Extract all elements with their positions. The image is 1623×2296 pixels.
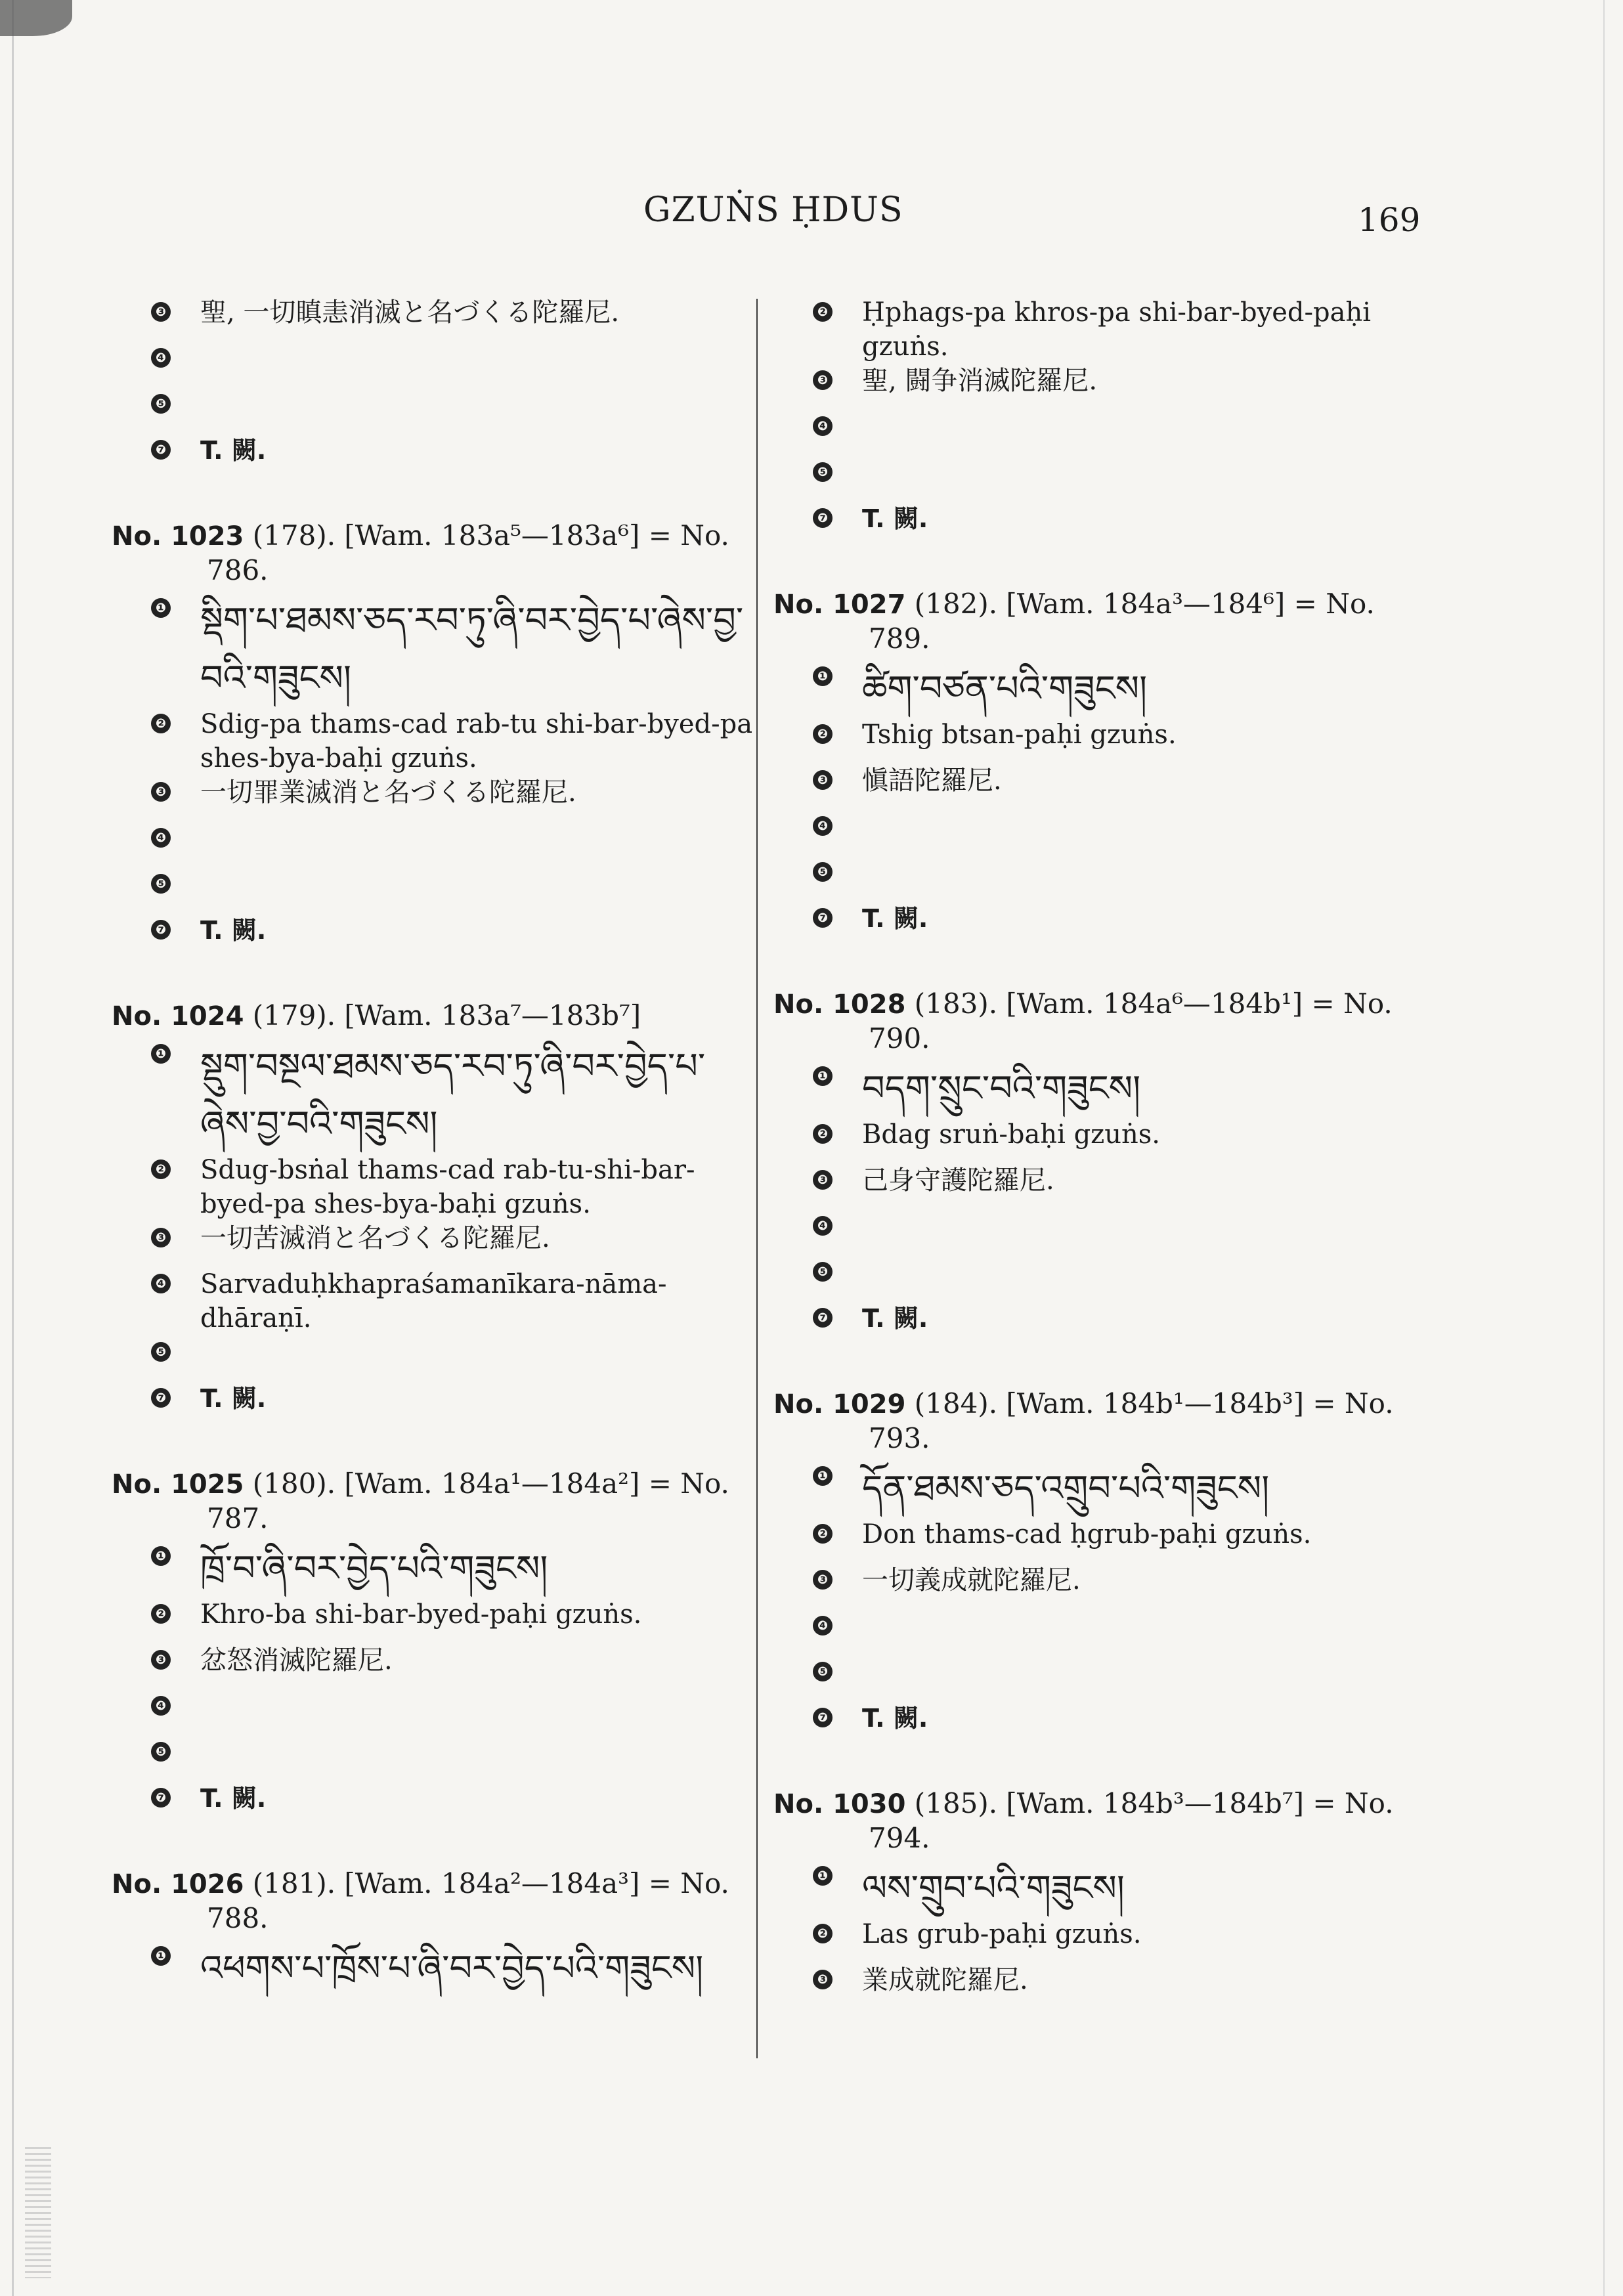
entry-row <box>112 1939 755 1997</box>
entry-number: No. 1027 <box>773 590 906 620</box>
entry-row <box>773 1209 1417 1255</box>
entry-row <box>112 1689 755 1735</box>
entry-row <box>112 592 755 707</box>
entry-row <box>112 295 755 341</box>
entry-reference: (185). [Wam. 184b³—184b⁷] = No. <box>914 1787 1394 1819</box>
item-number-marker: ❷ <box>151 1159 171 1179</box>
entry-heading <box>773 1387 1417 1456</box>
item-text: 業成就陀羅尼. <box>862 1965 1028 1995</box>
entry-row <box>112 1153 755 1221</box>
entry-row <box>773 660 1417 718</box>
item-number-marker: ❺ <box>151 1742 171 1762</box>
entry-row <box>112 387 755 433</box>
item-number-marker: ❺ <box>813 1262 833 1282</box>
item-text: T. 闕. <box>200 436 267 465</box>
item-number-marker: ❺ <box>813 462 833 482</box>
item-number-marker: ❺ <box>151 1342 171 1362</box>
item-number-marker: ❶ <box>151 1946 171 1966</box>
item-number-marker: ❶ <box>813 666 833 686</box>
catalog-entry <box>112 1867 755 1997</box>
catalog-entry <box>773 1387 1417 1747</box>
item-text: 一切罪業滅消と名づくる陀羅尼. <box>200 777 576 808</box>
scan-artifact <box>25 2147 51 2278</box>
item-text: Khro-ba shi-bar-byed-paḥi gzuṅs. <box>200 1599 642 1630</box>
entry-reference-continued: 789. <box>869 622 930 655</box>
entry-row <box>773 502 1417 548</box>
entry-reference: (180). [Wam. 184a¹—184a²] = No. <box>252 1467 729 1500</box>
item-text: T. 闕. <box>862 1304 928 1333</box>
item-number-marker: ❸ <box>813 1570 833 1590</box>
item-text: T. 闕. <box>200 1784 267 1813</box>
item-text: 一切苦滅消と名づくる陀羅尼. <box>200 1223 550 1253</box>
entry-row <box>773 1060 1417 1117</box>
item-text: ཚིག་བཙན་པའི་གཟུངས། <box>862 668 1148 709</box>
item-number-marker: ❹ <box>813 1616 833 1635</box>
entry-row <box>112 1267 755 1335</box>
entry-heading <box>112 519 755 588</box>
entry-row <box>112 1037 755 1153</box>
item-text: T. 闕. <box>862 504 928 533</box>
item-number-marker: ❶ <box>813 1466 833 1486</box>
entry-reference: (183). [Wam. 184a⁶—184b¹] = No. <box>914 987 1393 1020</box>
item-number-marker: ❸ <box>813 770 833 790</box>
catalog-entry <box>112 519 755 959</box>
entry-number: No. 1030 <box>773 1789 906 1819</box>
item-text: འཕགས་པ་ཁྲོས་པ་ཞི་བར་བྱེད་པའི་གཟུངས། <box>200 1947 704 1989</box>
entry-reference: (178). [Wam. 183a⁵—183a⁶] = No. <box>252 519 729 552</box>
item-number-marker: ❷ <box>151 714 171 733</box>
item-text: 愼語陀羅尼. <box>862 766 1002 796</box>
entry-row <box>112 821 755 867</box>
item-text: 聖, 闘争消滅陀羅尼. <box>862 366 1098 396</box>
item-number-marker: ❶ <box>151 598 171 618</box>
item-number-marker: ❺ <box>151 394 171 414</box>
item-text: T. 闕. <box>862 1704 928 1733</box>
continued-entry <box>773 295 1417 548</box>
item-text: Tshig btsan-paḥi gzuṅs. <box>862 720 1177 750</box>
left-column <box>112 289 755 2037</box>
column-divider <box>756 299 758 2058</box>
entry-row <box>773 1609 1417 1655</box>
entry-reference-continued: 794. <box>869 1822 930 1854</box>
item-text: 聖, 一切瞋恚消滅と名づくる陀羅尼. <box>200 297 620 328</box>
scan-edge <box>1603 0 1605 2296</box>
item-number-marker: ❼ <box>813 908 833 928</box>
entry-row <box>773 764 1417 810</box>
item-text: སྡུག་བསྔལ་ཐམས་ཅད་རབ་ཏུ་ཞི་བར་བྱེད་པ་ཞེས་བྱ་བའི་གཟུངས། <box>200 1045 706 1144</box>
entry-row <box>773 901 1417 947</box>
item-number-marker: ❸ <box>813 370 833 390</box>
item-number-marker: ❹ <box>813 416 833 436</box>
item-text: ཁྲོ་བ་ཞི་བར་བྱེད་པའི་གཟུངས། <box>200 1548 548 1589</box>
entry-reference: (181). [Wam. 184a²—184a³] = No. <box>252 1867 729 1899</box>
entry-heading <box>773 987 1417 1056</box>
entry-row <box>773 1655 1417 1701</box>
catalog-entry <box>773 587 1417 947</box>
item-text: Sdig-pa thams-cad rab-tu shi-bar-byed-pa shes-bya-baḥi gzuṅs. <box>200 709 753 773</box>
entry-row <box>773 1859 1417 1917</box>
entry-reference: (182). [Wam. 184a³—184⁶] = No. <box>914 588 1375 620</box>
continued-entry <box>112 295 755 479</box>
catalog-entry <box>112 999 755 1427</box>
item-text: Las grub-paḥi gzuṅs. <box>862 1919 1142 1949</box>
item-number-marker: ❶ <box>813 1066 833 1086</box>
entry-row <box>112 867 755 913</box>
item-number-marker: ❹ <box>151 1274 171 1293</box>
scan-artifact <box>0 0 72 36</box>
item-number-marker: ❷ <box>813 1124 833 1144</box>
entry-row <box>773 410 1417 456</box>
entry-row <box>112 1381 755 1427</box>
entry-row <box>112 1221 755 1267</box>
item-number-marker: ❸ <box>813 1970 833 1989</box>
item-text: Sdug-bsṅal thams-cad rab-tu-shi-bar-byed-pa shes-bya-baḥi gzuṅs. <box>200 1155 695 1219</box>
item-text: T. 闕. <box>200 1384 267 1413</box>
entry-row <box>112 1735 755 1781</box>
item-text: Ḥphags-pa khros-pa shi-bar-byed-paḥi gzuṅs. <box>862 297 1372 362</box>
entry-number: No. 1023 <box>112 521 244 552</box>
entry-row <box>773 295 1417 364</box>
entry-number: No. 1025 <box>112 1469 244 1500</box>
entry-row <box>112 775 755 821</box>
item-number-marker: ❸ <box>151 1650 171 1670</box>
item-text: 忿怒消滅陀羅尼. <box>200 1645 393 1676</box>
item-text: 一切義成就陀羅尼. <box>862 1565 1081 1595</box>
entry-row <box>773 1460 1417 1517</box>
entry-number: No. 1028 <box>773 989 906 1020</box>
entry-row <box>112 1597 755 1643</box>
entry-number: No. 1026 <box>112 1869 244 1899</box>
item-number-marker: ❶ <box>813 1866 833 1886</box>
item-number-marker: ❹ <box>813 1216 833 1236</box>
entry-reference: (179). [Wam. 183a⁷—183b⁷] <box>252 999 641 1031</box>
item-number-marker: ❷ <box>813 724 833 744</box>
entry-heading <box>112 1867 755 1936</box>
entry-reference-continued: 790. <box>869 1022 930 1054</box>
page-number: 169 <box>1358 201 1421 239</box>
item-number-marker: ❺ <box>813 1662 833 1681</box>
item-number-marker: ❸ <box>151 302 171 322</box>
entry-row <box>773 1563 1417 1609</box>
item-number-marker: ❷ <box>813 1524 833 1544</box>
entry-heading <box>773 587 1417 656</box>
item-text: 己身守護陀羅尼. <box>862 1165 1054 1196</box>
scan-edge <box>12 0 14 2296</box>
page-header: GZUṄS ḤDUS <box>643 190 903 230</box>
entry-number: No. 1029 <box>773 1389 906 1419</box>
entry-row <box>773 718 1417 764</box>
entry-row <box>773 810 1417 856</box>
item-number-marker: ❶ <box>151 1546 171 1566</box>
item-number-marker: ❼ <box>813 1308 833 1328</box>
entry-row <box>112 707 755 775</box>
right-column <box>773 289 1417 2048</box>
entry-row <box>112 433 755 479</box>
item-number-marker: ❹ <box>151 348 171 368</box>
entry-heading <box>773 1787 1417 1855</box>
item-text: T. 闕. <box>862 904 928 933</box>
item-text: Bdag sruṅ-baḥi gzuṅs. <box>862 1119 1161 1150</box>
item-number-marker: ❷ <box>813 302 833 322</box>
entry-reference-continued: 793. <box>869 1422 930 1454</box>
entry-row <box>773 364 1417 410</box>
entry-row <box>773 856 1417 901</box>
item-number-marker: ❸ <box>151 1228 171 1247</box>
item-text: T. 闕. <box>200 916 267 945</box>
entry-row <box>773 456 1417 502</box>
item-text: ལས་གྲུབ་པའི་གཟུངས། <box>862 1867 1125 1909</box>
item-text: Don thams-cad ḥgrub-paḥi gzuṅs. <box>862 1519 1312 1549</box>
item-number-marker: ❶ <box>151 1044 171 1064</box>
entry-row <box>773 1117 1417 1163</box>
entry-reference: (184). [Wam. 184b¹—184b³] = No. <box>914 1387 1394 1419</box>
item-number-marker: ❸ <box>151 782 171 802</box>
catalog-entry <box>773 1787 1417 2009</box>
entry-row <box>773 1301 1417 1347</box>
item-number-marker: ❸ <box>813 1170 833 1190</box>
entry-row <box>773 1163 1417 1209</box>
entry-row <box>112 913 755 959</box>
item-number-marker: ❹ <box>151 828 171 848</box>
entry-reference-continued: 788. <box>207 1902 269 1934</box>
entry-row <box>112 1781 755 1827</box>
entry-reference-continued: 786. <box>207 554 269 586</box>
entry-row <box>773 1917 1417 1963</box>
item-text: དོན་ཐམས་ཅད་འགྲུབ་པའི་གཟུངས། <box>862 1467 1270 1509</box>
item-number-marker: ❼ <box>151 440 171 460</box>
entry-reference-continued: 787. <box>207 1502 269 1534</box>
item-text: བདག་སྲུང་བའི་གཟུངས། <box>862 1068 1141 1109</box>
item-text: Sarvaduḥkhapraśamanīkara-nāma-dhāraṇī. <box>200 1269 667 1333</box>
entry-row <box>773 1701 1417 1747</box>
catalog-entry <box>773 987 1417 1347</box>
entry-row <box>773 1963 1417 2009</box>
entry-row <box>112 1335 755 1381</box>
entry-row <box>112 1643 755 1689</box>
item-number-marker: ❺ <box>813 862 833 882</box>
item-text: སྡིག་པ་ཐམས་ཅད་རབ་ཏུ་ཞི་བར་བྱེད་པ་ཞེས་བྱ་བའི་གཟུངས། <box>200 599 744 699</box>
entry-row <box>112 341 755 387</box>
item-number-marker: ❼ <box>151 920 171 940</box>
item-number-marker: ❷ <box>151 1604 171 1624</box>
entry-row <box>773 1517 1417 1563</box>
entry-heading <box>112 999 755 1033</box>
item-number-marker: ❼ <box>813 1708 833 1727</box>
entry-heading <box>112 1467 755 1536</box>
item-number-marker: ❼ <box>151 1788 171 1808</box>
entry-row <box>773 1255 1417 1301</box>
entry-number: No. 1024 <box>112 1001 244 1031</box>
item-number-marker: ❹ <box>813 816 833 836</box>
item-number-marker: ❹ <box>151 1696 171 1716</box>
catalog-entry <box>112 1467 755 1827</box>
item-number-marker: ❼ <box>151 1388 171 1408</box>
entry-row <box>112 1540 755 1597</box>
item-number-marker: ❼ <box>813 508 833 528</box>
item-number-marker: ❺ <box>151 874 171 894</box>
item-number-marker: ❷ <box>813 1924 833 1943</box>
